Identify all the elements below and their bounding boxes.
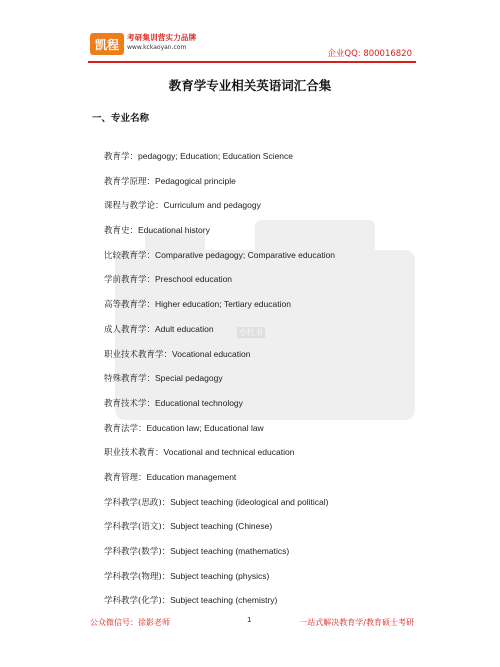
list-item: [104, 200, 434, 225]
qq-label: 企业QQ:: [327, 49, 361, 59]
term-english: Curriculum and pedagogy: [163, 200, 261, 211]
term-english: Subject teaching (ideological and political): [170, 496, 329, 507]
term-english: Comparative pedagogy; Comparative education: [155, 249, 336, 260]
list-item: [104, 472, 434, 497]
term-chinese: 成人教育学：: [104, 324, 156, 335]
term-chinese: 教育史：: [104, 226, 139, 237]
document-title: 教育学专业相关英语词汇合集: [168, 78, 332, 93]
company-qq: [327, 47, 412, 59]
term-chinese: 教育学：: [104, 152, 139, 162]
term-english: Subject teaching (chemistry): [170, 595, 278, 606]
list-item: [104, 324, 434, 349]
list-item: [104, 349, 434, 374]
term-chinese: 教育法学：: [104, 423, 147, 434]
watermark-label: 小红书: [239, 328, 263, 337]
page-header: [0, 0, 500, 62]
footer-wechat: 公众微信号：徐影老师: [90, 618, 170, 627]
term-english: Adult education: [155, 323, 214, 334]
qq-number: 800016820: [363, 49, 412, 59]
term-chinese: 高等教育学：: [104, 300, 156, 311]
brand-slogan: 考研集训营实力品牌: [127, 33, 197, 42]
term-english: Higher education; Tertiary education: [155, 299, 291, 310]
term-chinese: 课程与教学论：: [104, 201, 164, 212]
list-item: [104, 571, 434, 596]
list-item: [104, 373, 434, 398]
list-item: [104, 274, 434, 299]
list-item: [104, 423, 434, 448]
term-chinese: 比较教育学：: [104, 250, 156, 261]
list-item: [104, 151, 434, 176]
term-chinese: 学科教学(物理)：: [104, 571, 171, 582]
list-item: [104, 447, 434, 472]
term-chinese: 学科教学(思政)：: [104, 497, 171, 508]
term-chinese: 特殊教育学：: [104, 374, 156, 385]
term-english: Pedagogical principle: [155, 175, 236, 186]
brand-block: [127, 33, 196, 53]
brand-url: www.kckaoyan.com: [127, 44, 187, 51]
brand-logo: [90, 33, 124, 55]
term-chinese: 学科教学(化学)：: [104, 596, 171, 607]
term-chinese: 职业技术教育：: [104, 448, 164, 459]
list-item: [104, 250, 434, 275]
term-english: Preschool education: [155, 274, 233, 285]
page-footer: [0, 617, 500, 631]
svg-text:凯程: 凯程: [94, 38, 120, 52]
term-chinese: 教育学原理：: [104, 176, 156, 187]
term-english: Special pedagogy: [155, 373, 223, 384]
list-item: [104, 497, 434, 522]
term-english: Subject teaching (physics): [170, 570, 270, 581]
term-chinese: 教育管理：: [104, 472, 147, 483]
term-english: Education management: [146, 471, 237, 482]
term-english: Vocational and technical education: [163, 447, 295, 458]
footer-slogan: 一站式解决教育学/教育硕士考研: [299, 618, 414, 627]
term-english: Educational technology: [155, 397, 243, 408]
logo-icon: [92, 35, 122, 53]
list-item: [104, 225, 434, 250]
term-chinese: 学科教学(数学)：: [104, 547, 171, 557]
list-item: [104, 521, 434, 546]
list-item: [104, 299, 434, 324]
term-english: Subject teaching (mathematics): [170, 546, 290, 556]
term-chinese: 学科教学(语文)：: [104, 522, 171, 533]
term-english: Education law; Educational law: [146, 422, 264, 433]
term-english: pedagogy; Education; Education Science: [138, 151, 294, 161]
term-english: Educational history: [138, 225, 210, 236]
term-english: Subject teaching (Chinese): [170, 521, 273, 532]
section-heading: 一、专业名称: [92, 113, 150, 124]
page-number: 1: [247, 616, 252, 624]
list-item: [104, 176, 434, 201]
term-chinese: 教育技术学：: [104, 398, 156, 409]
header-divider: [88, 61, 416, 63]
term-chinese: 学前教育学：: [104, 275, 156, 286]
vocabulary-list: [104, 151, 434, 620]
list-item: [104, 398, 434, 423]
list-item: [104, 546, 434, 571]
term-chinese: 职业技术教育学：: [104, 349, 173, 360]
term-english: Vocational education: [172, 348, 251, 359]
